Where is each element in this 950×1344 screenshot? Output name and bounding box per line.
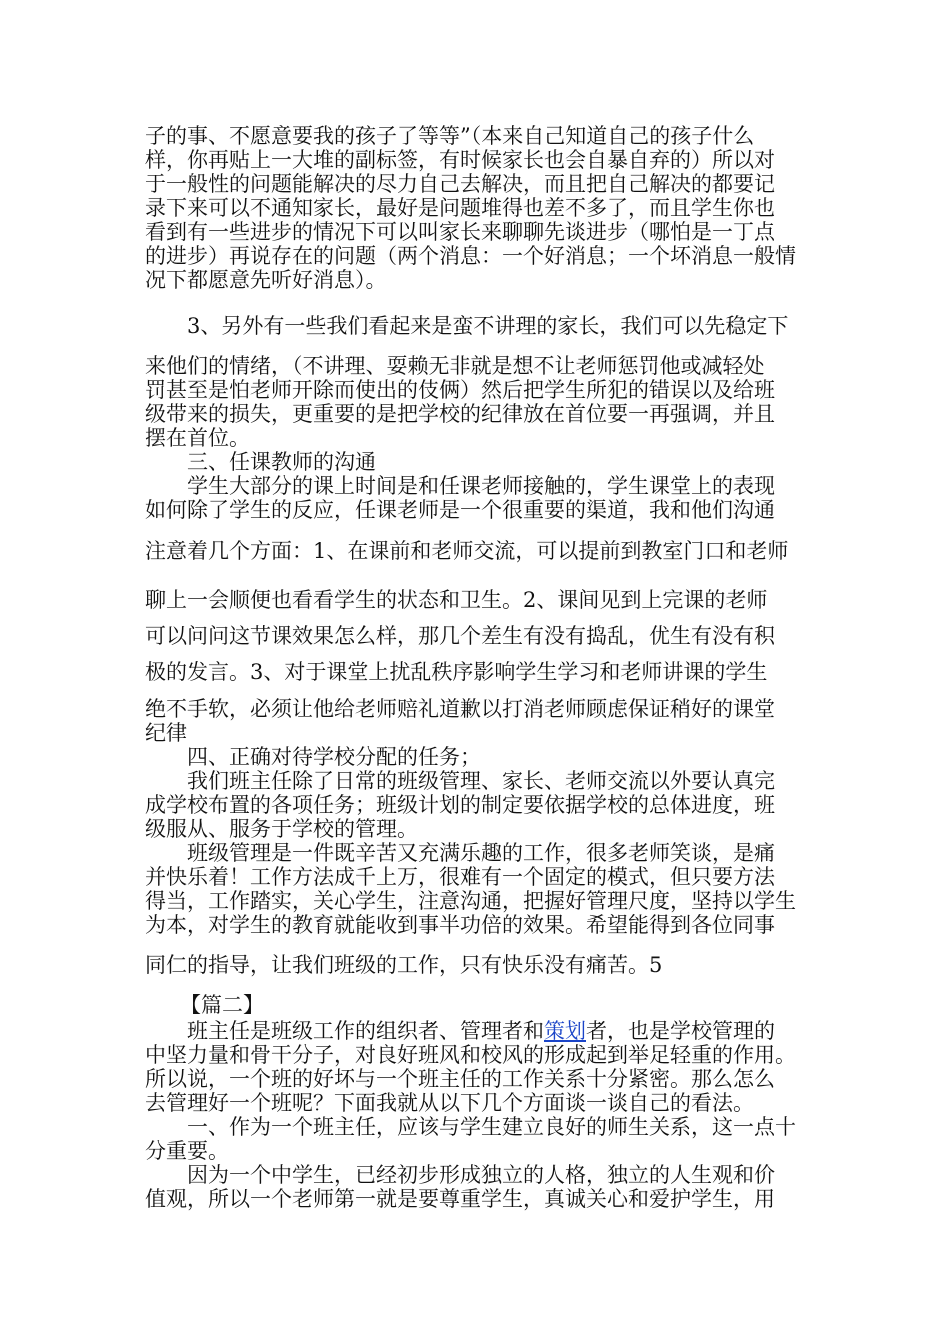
text-line: 样，你再贴上一大堆的副标签，有时候家长也会自暴自弃的）所以对: [145, 148, 775, 172]
text-line: 于一般性的问题能解决的尽力自己去解决，而且把自己解决的都要记: [145, 172, 775, 196]
text-line: 同仁的指导，让我们班级的工作，只有快乐没有痛苦。5: [145, 953, 663, 977]
text-line: 聊上一会顺便也看看学生的状态和卫生。2、课间见到上完课的老师: [145, 588, 768, 612]
text-line: 可以问问这节课效果怎么样，那几个差生有没有捣乱，优生有没有积: [145, 624, 775, 648]
text-line: 注意着几个方面：1、在课前和老师交流，可以提前到教室门口和老师: [145, 539, 789, 563]
text-line: 我们班主任除了日常的班级管理、家长、老师交流以外要认真完: [187, 769, 775, 793]
section-title: 【篇二】: [180, 993, 264, 1017]
text-line: 子的事、不愿意要我的孩子了等等”（本来自己知道自己的孩子什么: [145, 124, 755, 148]
text-line: 绝不手软，必须让他给老师赔礼道歉以打消老师顾虑保证稍好的课堂: [145, 697, 775, 721]
text-line: 为本，对学生的教育就能收到事半功倍的效果。希望能得到各位同事: [145, 913, 775, 937]
planning-link[interactable]: 策划: [544, 1019, 586, 1043]
text-line: 3、另外有一些我们看起来是蛮不讲理的家长，我们可以先稳定下: [187, 314, 789, 338]
text-line: 去管理好一个班呢？下面我就从以下几个方面谈一谈自己的看法。: [145, 1091, 754, 1115]
text-line: 因为一个中学生，已经初步形成独立的人格，独立的人生观和价: [187, 1163, 775, 1187]
section-heading: 四、正确对待学校分配的任务；: [187, 745, 481, 769]
text-line: 极的发言。3、对于课堂上扰乱秩序影响学生学习和老师讲课的学生: [145, 660, 768, 684]
text-line: [187, 1019, 775, 1043]
text-line: 来他们的情绪，（不讲理、耍赖无非就是想不让老师惩罚他或减轻处: [145, 354, 765, 378]
text-line: 得当，工作踏实，关心学生，注意沟通，把握好管理尺度，坚持以学生: [145, 889, 796, 913]
text-line: 中坚力量和骨干分子，对良好班风和校风的形成起到举足轻重的作用。: [145, 1043, 796, 1067]
text-line: 值观，所以一个老师第一就是要尊重学生，真诚关心和爱护学生，用: [145, 1187, 775, 1211]
text-line: 级带来的损失，更重要的是把学校的纪律放在首位要一再强调，并且: [145, 402, 775, 426]
text-line: 况下都愿意先听好消息）。: [145, 268, 387, 292]
text-span: 班主任是班级工作的组织者、管理者和: [187, 1019, 544, 1043]
text-line: 的进步）再说存在的问题（两个消息：一个好消息；一个坏消息一般情: [145, 244, 796, 268]
text-line: 成学校布置的各项任务；班级计划的制定要依据学校的总体进度，班: [145, 793, 775, 817]
text-line: 录下来可以不通知家长，最好是问题堆得也差不多了，而且学生你也: [145, 196, 775, 220]
text-line: 如何除了学生的反应，任课老师是一个很重要的渠道，我和他们沟通: [145, 498, 775, 522]
text-line: 罚甚至是怕老师开除而使出的伎俩）然后把学生所犯的错误以及给班: [145, 378, 775, 402]
text-line: 学生大部分的课上时间是和任课老师接触的，学生课堂上的表现: [187, 474, 775, 498]
text-line: 班级管理是一件既辛苦又充满乐趣的工作，很多老师笑谈，是痛: [187, 841, 775, 865]
text-line: 看到有一些进步的情况下可以叫家长来聊聊先谈进步（哪怕是一丁点: [145, 220, 775, 244]
text-line: 所以说，一个班的好坏与一个班主任的工作关系十分紧密。那么怎么: [145, 1067, 775, 1091]
text-line: 并快乐着！工作方法成千上万，很难有一个固定的模式，但只要方法: [145, 865, 775, 889]
text-line: 级服从、服务于学校的管理。: [145, 817, 418, 841]
section-heading: 三、任课教师的沟通: [187, 450, 376, 474]
text-line: 一、作为一个班主任，应该与学生建立良好的师生关系，这一点十: [187, 1115, 796, 1139]
text-line: 分重要。: [145, 1139, 229, 1163]
text-line: 摆在首位。: [145, 426, 250, 450]
text-span: 者，也是学校管理的: [586, 1019, 775, 1043]
text-line: 纪律: [145, 721, 187, 745]
